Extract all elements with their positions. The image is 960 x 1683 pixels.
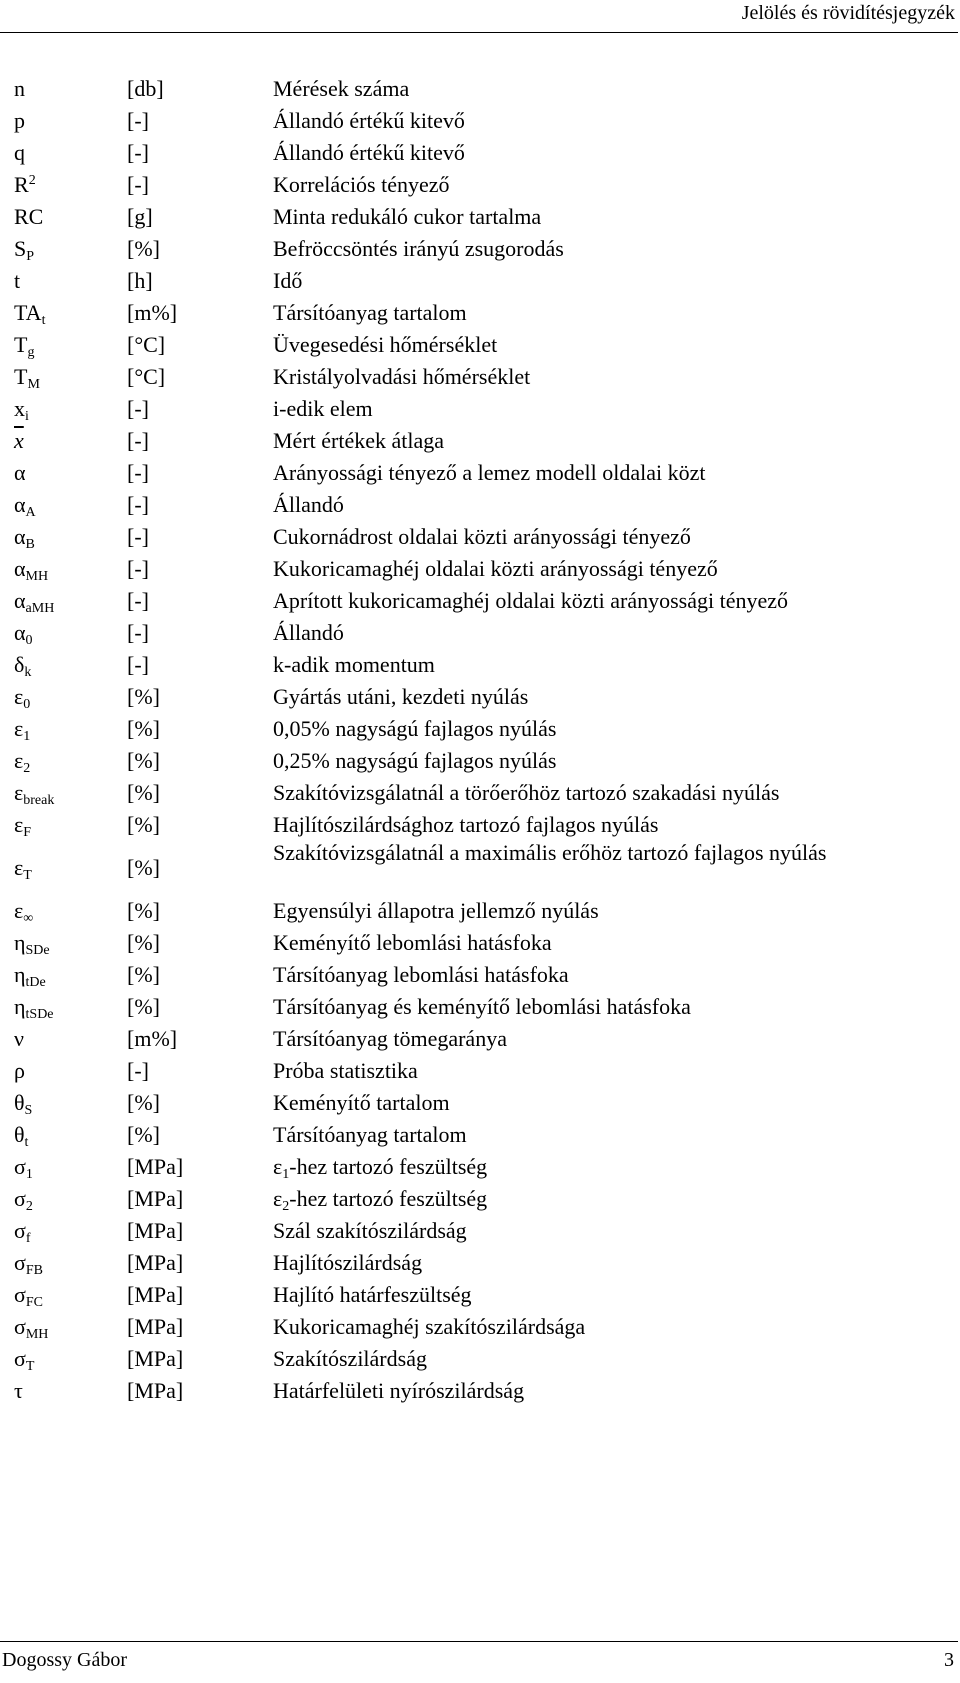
page-number: 3 xyxy=(944,1649,954,1671)
footer-author: Dogossy Gábor xyxy=(2,1649,127,1671)
row-unit: [-] xyxy=(127,492,149,517)
row-description: Üvegesedési hőmérséklet xyxy=(273,332,498,357)
notation-row xyxy=(14,233,934,265)
row-symbol: $\varepsilon_{break}$ xyxy=(14,780,55,808)
notation-row xyxy=(14,553,934,585)
notation-row xyxy=(14,585,934,617)
page-footer xyxy=(0,1637,960,1683)
row-description: Minta redukáló cukor tartalma xyxy=(273,204,542,229)
row-unit: [-] xyxy=(127,556,149,581)
row-unit: [%] xyxy=(127,812,160,837)
row-symbol: q xyxy=(14,140,25,165)
row-description: Társítóanyag tartalom xyxy=(273,1122,467,1147)
row-description: Befröccsöntés irányú zsugorodás xyxy=(273,236,564,261)
row-unit: [g] xyxy=(127,204,153,229)
notation-row xyxy=(14,1343,934,1375)
row-symbol: $\alpha_{MH}$ xyxy=(14,556,49,584)
row-symbol: $\alpha_B$ xyxy=(14,524,35,552)
row-symbol: $S_P$ xyxy=(14,236,35,264)
row-unit: [%] xyxy=(127,716,160,741)
row-description: Állandó értékű kitevő xyxy=(273,108,465,133)
notation-row xyxy=(14,681,934,713)
notation-row xyxy=(14,927,934,959)
row-symbol: $\alpha_{aMH}$ xyxy=(14,588,55,616)
row-description: $\varepsilon_2$-hez tartozó feszültség xyxy=(273,1186,488,1214)
row-unit: [-] xyxy=(127,460,149,485)
row-unit: [MPa] xyxy=(127,1282,184,1307)
row-description: Szakítóvizsgálatnál a törőerőhöz tartozó szakadási nyúlás xyxy=(273,780,780,805)
row-symbol: $R^2$ xyxy=(14,172,36,197)
row-unit: [-] xyxy=(127,588,149,613)
row-symbol: $\sigma_2$ xyxy=(14,1186,33,1214)
row-unit: [-] xyxy=(127,396,149,421)
row-description: 0,05% nagyságú fajlagos nyúlás xyxy=(273,716,557,741)
row-symbol: $\theta_t$ xyxy=(14,1122,29,1150)
row-symbol: α xyxy=(14,460,26,485)
row-unit: [%] xyxy=(127,962,160,987)
row-description: Próba statisztika xyxy=(273,1058,418,1083)
notation-row xyxy=(14,745,934,777)
row-unit: [-] xyxy=(127,652,149,677)
row-description: Társítóanyag tömegaránya xyxy=(273,1026,507,1051)
notation-row xyxy=(14,809,934,841)
row-unit: [-] xyxy=(127,524,149,549)
notation-row xyxy=(14,457,934,489)
row-description: Társítóanyag lebomlási hatásfoka xyxy=(273,962,569,987)
row-symbol: RC xyxy=(14,204,44,229)
notation-row xyxy=(14,521,934,553)
row-symbol: $T_M$ xyxy=(14,364,40,392)
row-description: Aprított kukoricamaghéj oldalai közti arányossági tényező xyxy=(273,588,789,613)
row-unit: [MPa] xyxy=(127,1314,184,1339)
notation-row xyxy=(14,777,934,809)
row-unit: [%] xyxy=(127,780,160,805)
row-unit: [db] xyxy=(127,76,164,101)
notation-row xyxy=(14,1183,934,1215)
row-symbol: $x_i$ xyxy=(14,396,29,424)
row-symbol: $\theta_S$ xyxy=(14,1090,33,1118)
row-symbol: $\sigma_{MH}$ xyxy=(14,1314,49,1342)
notation-row xyxy=(14,1311,934,1343)
row-unit: [%] xyxy=(127,1122,160,1147)
notation-row xyxy=(14,1151,934,1183)
row-unit: [%] xyxy=(127,1090,160,1115)
row-symbol: $\varepsilon_\infty$ xyxy=(14,898,34,926)
row-unit: [%] xyxy=(127,236,160,261)
notation-row xyxy=(14,841,934,895)
row-description: Korrelációs tényező xyxy=(273,172,450,197)
row-symbol: $\delta_k$ xyxy=(14,652,32,680)
row-symbol: n xyxy=(14,76,25,101)
notation-row xyxy=(14,73,934,105)
notation-row xyxy=(14,1375,934,1407)
row-symbol: τ xyxy=(14,1378,23,1403)
row-unit: [%] xyxy=(127,855,160,880)
notation-row xyxy=(14,959,934,991)
row-unit: [h] xyxy=(127,268,153,293)
row-unit: [m%] xyxy=(127,1026,178,1051)
row-unit: [-] xyxy=(127,428,149,453)
page-header xyxy=(0,0,960,40)
row-symbol: $TA_t$ xyxy=(14,300,46,328)
row-symbol: $\alpha_0$ xyxy=(14,620,33,648)
notation-row xyxy=(14,1023,934,1055)
row-unit: [%] xyxy=(127,684,160,709)
row-unit: [%] xyxy=(127,748,160,773)
row-description: Állandó xyxy=(273,492,344,517)
row-description: Hajlító határfeszültség xyxy=(273,1282,472,1307)
row-unit: [%] xyxy=(127,930,160,955)
row-description: Kristályolvadási hőmérséklet xyxy=(273,364,531,389)
row-unit: [m%] xyxy=(127,300,178,325)
row-symbol: $\varepsilon_2$ xyxy=(14,748,31,776)
row-unit: [-] xyxy=(127,620,149,645)
notation-list xyxy=(14,73,934,1407)
notation-row xyxy=(14,991,934,1023)
row-description: Hajlítószilárdsághoz tartozó fajlagos nyúlás xyxy=(273,812,659,837)
notation-row xyxy=(14,105,934,137)
notation-row xyxy=(14,649,934,681)
row-description: Kukoricamaghéj szakítószilárdsága xyxy=(273,1314,586,1339)
notation-row xyxy=(14,1055,934,1087)
row-unit: [°C] xyxy=(127,364,166,389)
row-description: Mért értékek átlaga xyxy=(273,428,445,453)
x-bar-symbol: $\overline{x}$ xyxy=(14,428,24,453)
notation-row xyxy=(14,137,934,169)
row-description: Társítóanyag és keményítő lebomlási hatásfoka xyxy=(273,994,691,1019)
row-unit: [MPa] xyxy=(127,1154,184,1179)
row-unit: [MPa] xyxy=(127,1378,184,1403)
row-unit: [MPa] xyxy=(127,1186,184,1211)
row-unit: [-] xyxy=(127,108,149,133)
footer-rule xyxy=(0,1641,958,1642)
row-symbol: ν xyxy=(14,1026,24,1051)
row-description: Kukoricamaghéj oldalai közti arányossági tényező xyxy=(273,556,718,581)
row-description: 0,25% nagyságú fajlagos nyúlás xyxy=(273,748,557,773)
row-description: Szakítószilárdság xyxy=(273,1346,427,1371)
row-unit: [-] xyxy=(127,140,149,165)
notation-row xyxy=(14,297,934,329)
row-symbol: $\sigma_{FB}$ xyxy=(14,1250,43,1278)
row-unit: [MPa] xyxy=(127,1250,184,1275)
row-symbol: $\eta_{tDe}$ xyxy=(14,962,46,990)
notation-row xyxy=(14,1247,934,1279)
row-description: Cukornádrost oldalai közti arányossági tényező xyxy=(273,524,691,549)
row-unit: [°C] xyxy=(127,332,166,357)
notation-row xyxy=(14,425,934,457)
row-unit: [%] xyxy=(127,898,160,923)
notation-row xyxy=(14,1119,934,1151)
row-symbol: $\alpha_A$ xyxy=(14,492,36,520)
row-unit: [MPa] xyxy=(127,1346,184,1371)
row-symbol: $\eta_{tSDe}$ xyxy=(14,994,54,1022)
row-description: Idő xyxy=(273,268,303,293)
notation-row xyxy=(14,329,934,361)
row-symbol: ρ xyxy=(14,1058,25,1083)
row-description: Állandó xyxy=(273,620,344,645)
notation-row xyxy=(14,1279,934,1311)
row-symbol: $\sigma_f$ xyxy=(14,1218,31,1246)
row-description: Társítóanyag tartalom xyxy=(273,300,467,325)
row-symbol xyxy=(14,425,124,457)
notation-row xyxy=(14,895,934,927)
notation-row xyxy=(14,169,934,201)
notation-row xyxy=(14,265,934,297)
row-unit: [-] xyxy=(127,1058,149,1083)
notation-row xyxy=(14,361,934,393)
row-description: Gyártás utáni, kezdeti nyúlás xyxy=(273,684,529,709)
row-description: Határfelületi nyírószilárdság xyxy=(273,1378,525,1403)
notation-row xyxy=(14,617,934,649)
row-description: Hajlítószilárdság xyxy=(273,1250,423,1275)
row-description: Szakítóvizsgálatnál a maximális erőhöz tartozó fajlagos nyúlás xyxy=(273,840,827,865)
row-symbol: $\sigma_1$ xyxy=(14,1154,33,1182)
row-description: Keményítő lebomlási hatásfoka xyxy=(273,930,552,955)
row-description: Keményítő tartalom xyxy=(273,1090,450,1115)
notation-row xyxy=(14,1215,934,1247)
row-description: i-edik elem xyxy=(273,396,373,421)
row-unit: [MPa] xyxy=(127,1218,184,1243)
row-description: Szál szakítószilárdság xyxy=(273,1218,467,1243)
row-unit: [%] xyxy=(127,994,160,1019)
notation-row xyxy=(14,201,934,233)
row-symbol: $\varepsilon_F$ xyxy=(14,812,32,840)
notation-row xyxy=(14,489,934,521)
row-description: Egyensúlyi állapotra jellemző nyúlás xyxy=(273,898,599,923)
row-description: Mérések száma xyxy=(273,76,410,101)
row-symbol: p xyxy=(14,108,25,133)
row-unit: [-] xyxy=(127,172,149,197)
row-symbol: $\sigma_T$ xyxy=(14,1346,35,1374)
header-title: Jelölés és rövidítésjegyzék xyxy=(741,2,955,24)
notation-row xyxy=(14,393,934,425)
header-rule xyxy=(0,32,958,33)
row-symbol: $\eta_{SDe}$ xyxy=(14,930,50,958)
row-symbol: $\varepsilon_1$ xyxy=(14,716,31,744)
row-symbol: $\varepsilon_0$ xyxy=(14,684,31,712)
row-symbol: $\varepsilon_T$ xyxy=(14,855,32,883)
row-description: Állandó értékű kitevő xyxy=(273,140,465,165)
notation-row xyxy=(14,713,934,745)
row-description: Arányossági tényező a lemez modell oldalai közt xyxy=(273,460,706,485)
row-description: k-adik momentum xyxy=(273,652,435,677)
notation-row xyxy=(14,1087,934,1119)
row-description: $\varepsilon_1$-hez tartozó feszültség xyxy=(273,1154,488,1182)
row-symbol: t xyxy=(14,268,21,293)
row-symbol: $\sigma_{FC}$ xyxy=(14,1282,43,1310)
row-symbol: $T_g$ xyxy=(14,332,35,360)
